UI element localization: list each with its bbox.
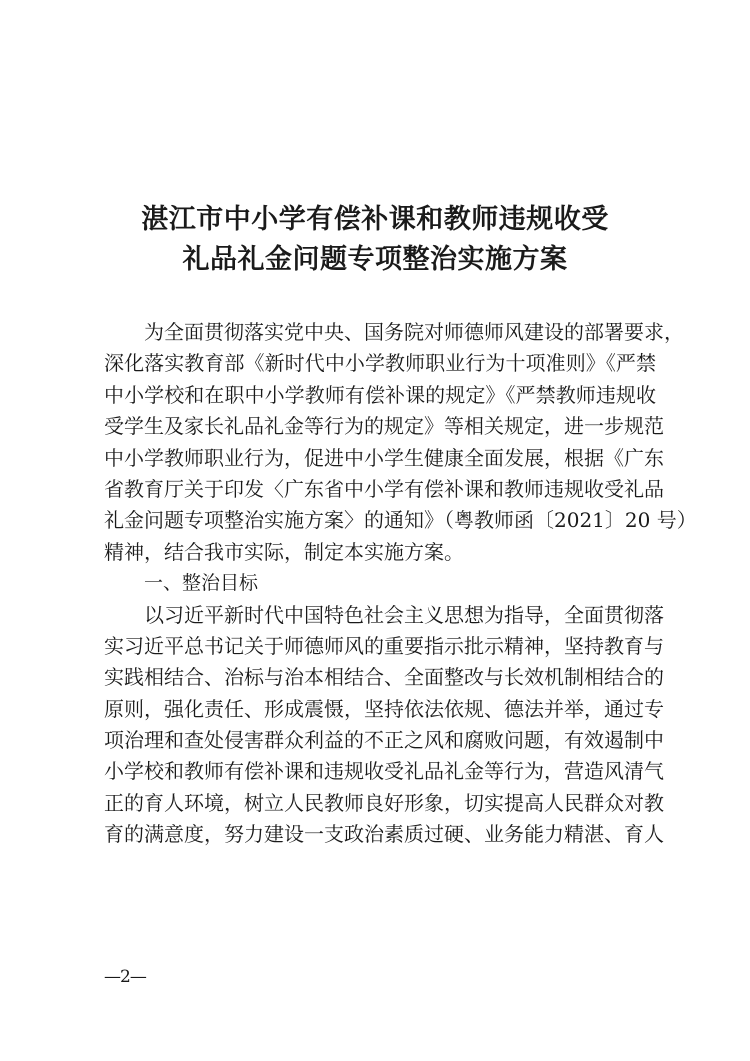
document-title (0, 200, 750, 280)
page-number: —2— (104, 967, 146, 987)
paragraph-line: 受学生及家长礼品礼金等行为的规定》等相关规定，进一步规范 (104, 414, 664, 439)
section-heading: 一、整治目标 (144, 572, 259, 595)
paragraph-line: 礼金问题专项整治实施方案〉的通知》（粤教师函〔2021〕20 号） (104, 508, 697, 533)
paragraph-line: 深化落实教育部《新时代中小学教师职业行为十项准则》《严禁 (104, 351, 656, 376)
paragraph-goals (104, 600, 664, 851)
paragraph-line: 实习近平总书记关于师德师风的重要指示批示精神，坚持教育与 (104, 633, 664, 658)
paragraph-line: 以习近平新时代中国特色社会主义思想为指导，全面贯彻落 (144, 602, 664, 627)
paragraph-line: 育的满意度，努力建设一支政治素质过硬、业务能力精湛、育人 (104, 822, 664, 847)
paragraph-line: 为全面贯彻落实党中央、国务院对师德师风建设的部署要求， (144, 320, 684, 344)
paragraph-line: 实践相结合、治标与治本相结合、全面整改与长效机制相结合的 (104, 665, 664, 690)
paragraph-line: 中小学教师职业行为，促进中小学生健康全面发展，根据《广东 (104, 445, 664, 470)
paragraph-line: 原则，强化责任、形成震慑，坚持依法依规、德法并举，通过专 (104, 696, 664, 721)
title-line-1: 湛江市中小学有偿补课和教师违规收受 (141, 204, 609, 235)
paragraph-line: 省教育厅关于印发〈广东省中小学有偿补课和教师违规收受礼品 (104, 476, 664, 501)
paragraph-line: 精神，结合我市实际，制定本实施方案。 (104, 539, 464, 564)
paragraph-line: 正的育人环境，树立人民教师良好形象，切实提高人民群众对教 (104, 790, 664, 815)
paragraph-line: 项治理和查处侵害群众利益的不正之风和腐败问题，有效遏制中 (104, 728, 664, 753)
paragraph-line: 中小学校和在职中小学教师有偿补课的规定》《严禁教师违规收 (104, 382, 656, 407)
paragraph-intro (104, 317, 697, 568)
title-line-2: 礼品礼金问题专项整治实施方案 (182, 244, 568, 275)
document-body (104, 317, 697, 851)
paragraph-line: 小学校和教师有偿补课和违规收受礼品礼金等行为，营造风清气 (104, 759, 664, 784)
